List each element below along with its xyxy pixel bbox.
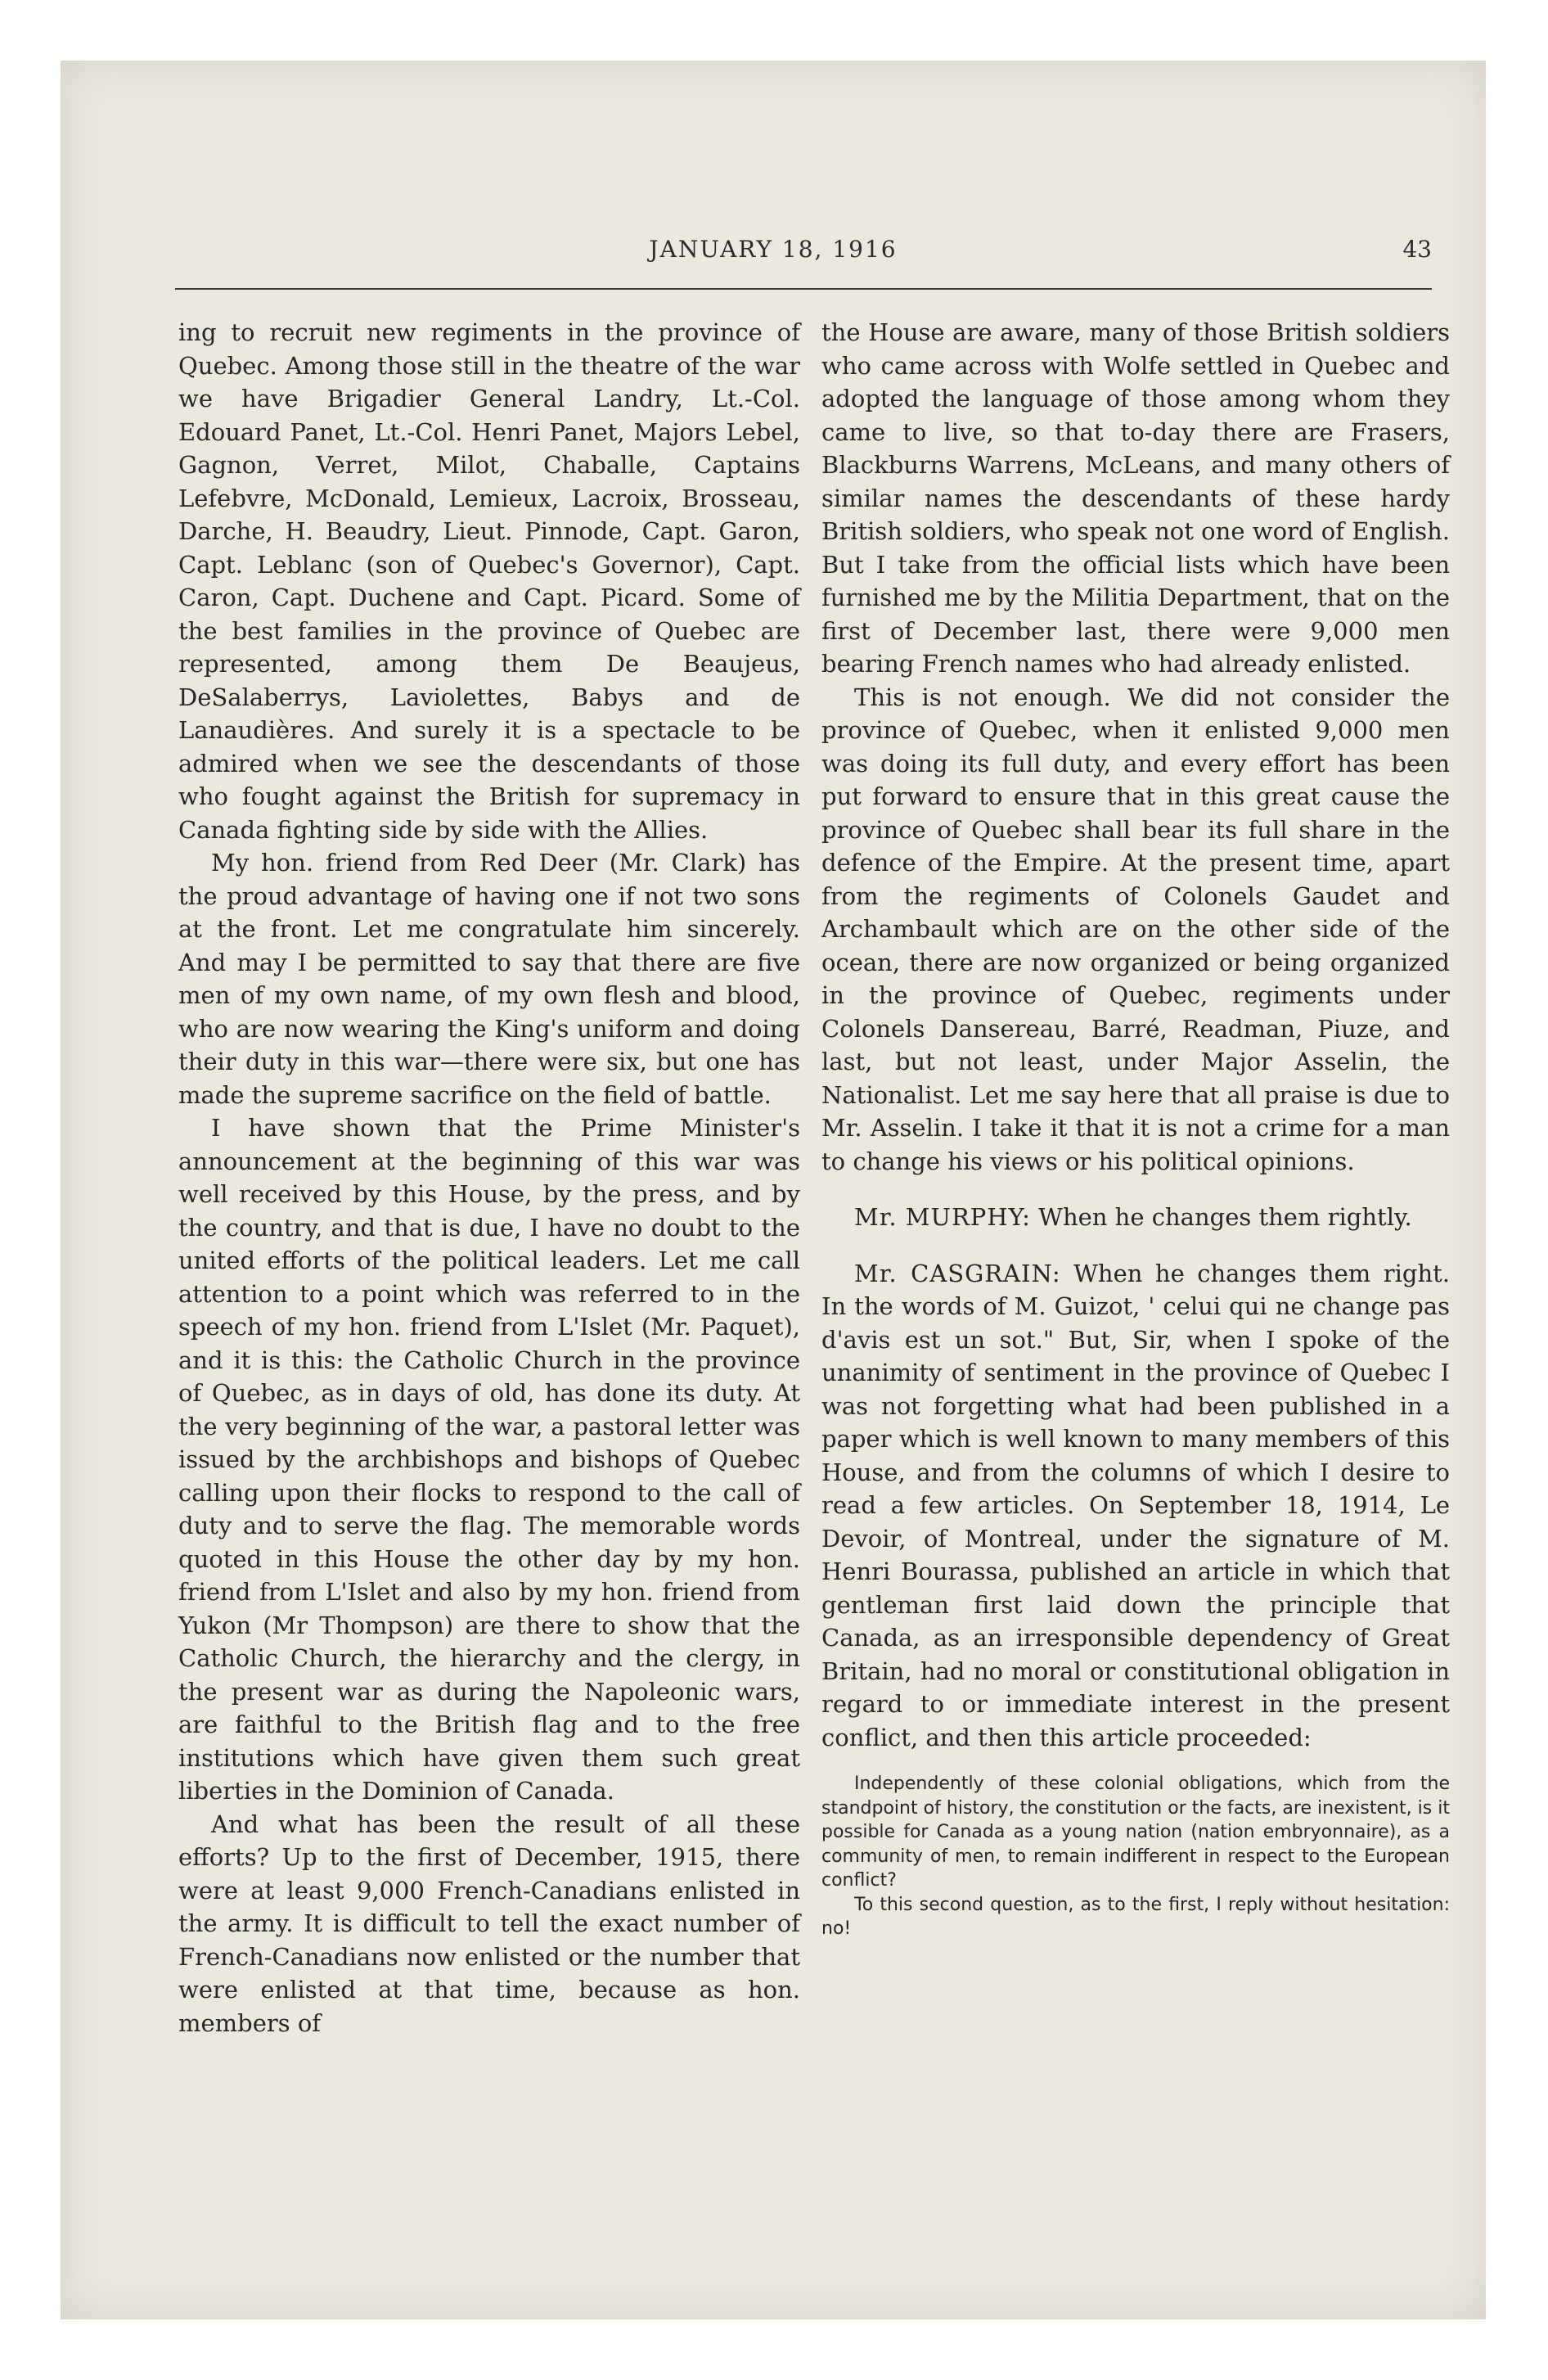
right-paragraph-1: the House are aware, many of those British soldiers who came across with Wolfe settled in Quebec and adopted the language of those among whom they came to live, so that to-day there are Frasers, Blackburns Warrens, McLeans, and many others of similar names the descendants of these hardy British soldiers, who speak not one word of English. But I take from the official lists which have been furnished me by the Militia Department, that on the first of December last, there were 9,000 men bearing French names who had already enlisted. <box>821 318 1450 678</box>
page-number: 43 <box>1402 236 1432 263</box>
murphy-remark-text: When he changes them rightly. <box>1030 1203 1412 1231</box>
speaker-name-murphy: Mr. MURPHY: <box>854 1203 1031 1231</box>
page <box>61 61 1486 2319</box>
murphy-remark <box>821 1201 1450 1234</box>
quote-paragraph-2: To this second question, as to the first, I reply without hesitation: no! <box>821 1894 1450 1939</box>
speaker-name-casgrain: Mr. CASGRAIN: <box>854 1259 1061 1287</box>
right-paragraph-2: This is not enough. We did not consider the province of Quebec, when it enlisted 9,000 men was doing its full duty, and every effort has been put forward to ensure that in this great cause the province of Quebec shall bear its full share in the defence of the Empire. At the present time, apart from the regiments of Colonels Gaudet and Archambault which are on the other side of the ocean, there are now organized or being organized in the province of Quebec, regiments under Colonels Dansereau, Barré, Readman, Piuze, and last, but not least, under Major Asselin, the Nationalist. Let me say here that all praise is due to Mr. Asselin. I take it that it is not a crime for a man to change his views or his political opinions. <box>821 683 1450 1175</box>
left-paragraph-1: ing to recruit new regiments in the province of Quebec. Among those still in the theatre of the war we have Brigadier General Landry, Lt.-Col. Edouard Panet, Lt.-Col. Henri Panet, Majors Lebel, Gagnon, Verret, Milot, Chaballe, Captains Lefebvre, McDonald, Lemieux, Lacroix, Brosseau, Darche, H. Beaudry, Lieut. Pinnode, Capt. Garon, Capt. Leblanc (son of Quebec's Governor), Capt. Caron, Capt. Duchene and Capt. Picard. Some of the best families in the province of Quebec are represented, among them De Beaujeus, DeSalaberrys, Laviolettes, Babys and de Lanaudières. And surely it is a spectacle to be admired when we see the descendants of those who fought against the British for supremacy in Canada fighting side by side with the Allies. <box>178 318 800 844</box>
header-rule <box>175 288 1432 290</box>
right-column <box>821 316 1450 1941</box>
left-paragraph-4: And what has been the result of all these efforts? Up to the first of December, 1915, there were at least 9,000 French-Canadians enlisted in the army. It is difficult to tell the exact number of French-Canadians now enlisted or the number that were enlisted at that time, because as hon. members of <box>178 1810 800 2037</box>
casgrain-remark <box>821 1257 1450 1755</box>
quote-paragraph-1: Independently of these colonial obligations, which from the standpoint of history, the constitution or the facts, are inexistent, is it possible for Canada as a young nation (nation embryonnaire), as a community of men, to remain indifferent in respect to the European conflict? <box>821 1774 1450 1891</box>
running-header-date: JANUARY 18, 1916 <box>649 236 898 263</box>
block-quote <box>821 1772 1450 1941</box>
left-paragraph-2: My hon. friend from Red Deer (Mr. Clark) has the proud advantage of having one if not two sons at the front. Let me congratulate him sincerely. And may I be permitted to say that there are five men of my own name, of my own flesh and blood, who are now wearing the King's uniform and doing their duty in this war—there were six, but one has made the supreme sacrifice on the field of battle. <box>178 849 800 1109</box>
left-paragraph-3: I have shown that the Prime Minister's announcement at the beginning of this war was well received by this House, by the press, and by the country, and that is due, I have no doubt to the united efforts of the political leaders. Let me call attention to a point which was referred to in the speech of my hon. friend from L'Islet (Mr. Paquet), and it is this: the Catholic Church in the province of Quebec, as in days of old, has done its duty. At the very beginning of the war, a pastoral letter was issued by the archbishops and bishops of Quebec calling upon their flocks to respond to the call of duty and to serve the flag. The memorable words quoted in this House the other day by my hon. friend from L'Islet and also by my hon. friend from Yukon (Mr Thompson) are there to show that the Catholic Church, the hierarchy and the clergy, in the present war as during the Napoleonic wars, are faithful to the British flag and to the free institutions which have given them such great liberties in the Dominion of Canada. <box>178 1114 800 1805</box>
casgrain-remark-text: When he changes them right. In the words of M. Guizot, ' celui qui ne change pas d'avis est un sot." But, Sir, when I spoke of the unanimity of sentiment in the province of Quebec I was not forgetting what had been published in a paper which is well known to many members of this House, and from the columns of which I desire to read a few articles. On September 18, 1914, Le Devoir, of Montreal, under the signature of M. Henri Bourassa, published an article in which that gentleman first laid down the principle that Canada, as an irresponsible dependency of Great Britain, had no moral or constitutional obligation in regard to or immediate interest in the present conflict, and then this article proceeded: <box>821 1259 1450 1751</box>
left-column <box>178 316 800 2040</box>
